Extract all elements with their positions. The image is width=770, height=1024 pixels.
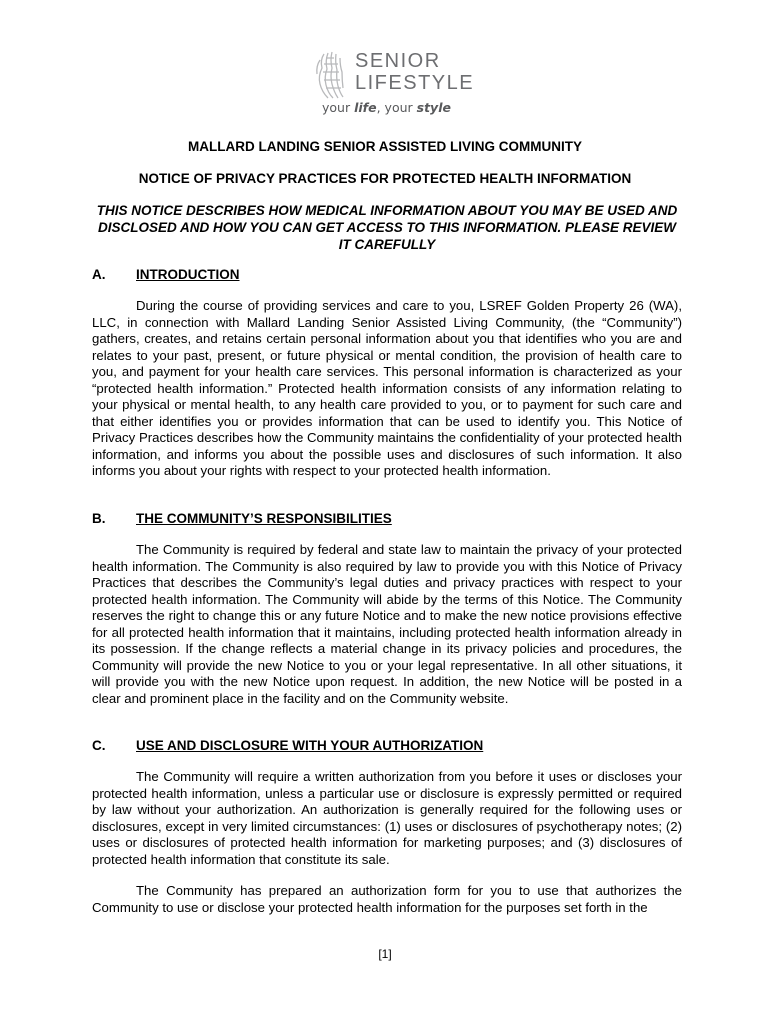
logo-name-line2: LIFESTYLE <box>355 72 475 94</box>
section-title: USE AND DISCLOSURE WITH YOUR AUTHORIZATION <box>136 738 484 753</box>
section-letter: A. <box>92 267 106 282</box>
section-heading-c <box>92 738 483 753</box>
section-letter: B. <box>92 511 106 526</box>
section-heading-a <box>92 267 240 282</box>
section-letter: C. <box>92 738 106 753</box>
document-title: MALLARD LANDING SENIOR ASSISTED LIVING COMMUNITY <box>188 139 582 154</box>
section-heading-b <box>92 511 392 526</box>
section-paragraph: The Community will require a written authorization from you before it uses or discloses your protected health information, unless a particular use or disclosure is expressly permitted or required by law without your authorization. An authorization is generally required for the following uses or disclosures, except in very limited circumstances: (1) uses or disclosures of psychotherapy notes; (2) uses or disclosures of protected health information for marketing purposes; and (3) disclosures of protected health information that constitute its sale. <box>92 769 682 867</box>
senior-lifestyle-logo <box>308 48 478 120</box>
logo-tagline: your life, your style <box>322 100 451 115</box>
notice-warning: THIS NOTICE DESCRIBES HOW MEDICAL INFORMATION ABOUT YOU MAY BE USED AND DISCLOSED AND HOW YOU CAN GET ACCESS TO THIS INFORMATION. PLEASE REVIEW IT CAREFULLY <box>96 203 678 252</box>
page-number: [1] <box>378 947 392 961</box>
logo-figure-icon <box>312 50 350 100</box>
document-subtitle: NOTICE OF PRIVACY PRACTICES FOR PROTECTED HEALTH INFORMATION <box>138 171 632 186</box>
section-paragraph: The Community is required by federal and state law to maintain the privacy of your protected health information. The Community is also required by law to provide you with this Notice of Privacy Practices that describes the Community’s legal duties and privacy practices with respect to your protected health information. The Community will abide by the terms of this Notice. The Community reserves the right to change this or any future Notice and to make the new notice provisions effective for all protected health information that it maintains, including protected health information already in its possession. If the change reflects a material change in its privacy policies and procedures, the Community will provide the new Notice to you or your legal representative. In all other situations, it will provide you with the new Notice upon request. In addition, the new Notice will be posted in a clear and prominent place in the facility and on the Community website. <box>92 542 682 706</box>
section-title: THE COMMUNITY’S RESPONSIBILITIES <box>136 511 392 526</box>
logo-name-line1: SENIOR <box>355 50 441 72</box>
section-paragraph: During the course of providing services and care to you, LSREF Golden Property 26 (WA), LLC, in connection with Mallard Landing Senior Assisted Living Community, (the “Community”) gathers, creates, and retains certain personal information about you that identifies who you are and relates to your past, present, or future physical or mental condition, the provision of health care to you, and payment for your health care services. This personal information is characterized as your “protected health information.” Protected health information consists of any information relating to your physical or mental health, to any health care provided to you, or to payment for such care and that either identifies you or provides information that can be used to identify you. This Notice of Privacy Practices describes how the Community maintains the confidentiality of your protected health information, and informs you about the possible uses and disclosures of such information. It also informs you about your rights with respect to your protected health information. <box>92 298 682 478</box>
section-paragraph: The Community has prepared an authorization form for you to use that authorizes the Community to use or disclose your protected health information for the purposes set forth in the <box>92 883 682 915</box>
section-title: INTRODUCTION <box>136 267 240 282</box>
